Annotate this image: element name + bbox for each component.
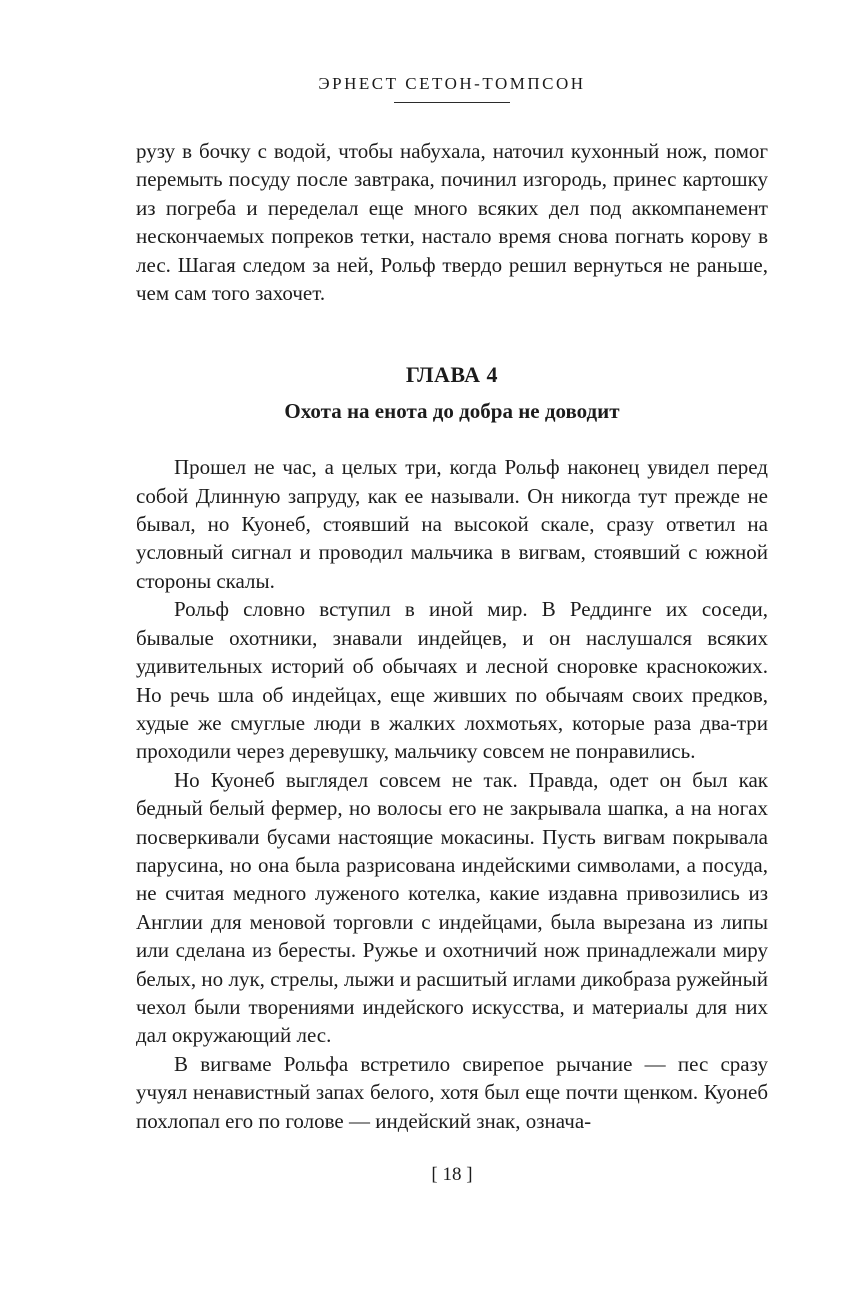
running-header: ЭРНЕСТ СЕТОН-ТОМПСОН [318, 74, 586, 93]
paragraph: В вигваме Рольфа встретило свирепое рычание — пес сразу учуял ненавистный запах белого, хотя был еще почти щенком. Куонеб похлопал его по голове — индейский знак, означа- [136, 1051, 768, 1133]
text-block [136, 0, 768, 1135]
header-rule-ornament [394, 102, 510, 103]
paragraph: Но Куонеб выглядел совсем не так. Правда, одет он был как бедный белый фермер, но волосы его не закрывала шапка, а на ногах посверкивали бусами настоящие мокасины. Пусть вигвам покрывала парусина, но она была разрисована индейскими символами, а посуда, не считая медного луженого котелка, какие издавна привозились из Англии для меновой торговли с индейцами, была вырезана из липы или сделана из бересты. Ружье и охотничий нож принадлежали миру белых, но лук, стрелы, лыжи и расшитый иглами дикобраза ружейный чехол были творениями индейского искусства, и материалы для них дал окружающий лес. [136, 767, 768, 1048]
body-text [136, 137, 768, 1135]
page-number: [ 18 ] [431, 1164, 473, 1185]
paragraph: Прошел не час, а целых три, когда Рольф наконец увидел перед собой Длинную запруду, как ее называли. Он никогда тут прежде не бывал, но Куонеб, стоявший на высокой скале, сразу ответил на условный сигнал и проводил мальчика в вигвам, стоявший с южной стороны скалы. [136, 455, 768, 593]
chapter-subtitle: Охота на енота до добра не доводит [284, 398, 620, 423]
paragraph-continuation: рузу в бочку с водой, чтобы набухала, наточил кухонный нож, помог перемыть посуду после завтрака, починил изгородь, принес картошку из погреба и переделал еще много всяких дел под аккомпанемент нескончаемых попреков тетки, настало время снова погнать корову в лес. Шагая следом за ней, Рольф твердо решил вернуться не раньше, чем сам того захочет. [136, 139, 768, 306]
paragraph: Рольф словно вступил в иной мир. В Реддинге их соседи, бывалые охотники, знавали индейцев, и он наслушался всяких удивительных историй об обычаях и лесной сноровке краснокожих. Но речь шла об индейцах, еще живших по обычаям своих предков, худые же смуглые люди в жалких лохмотьях, которые раза два-три проходили через деревушку, мальчику совсем не понравились. [136, 597, 768, 764]
chapter-heading-block [136, 361, 768, 425]
chapter-title: ГЛАВА 4 [405, 362, 499, 388]
